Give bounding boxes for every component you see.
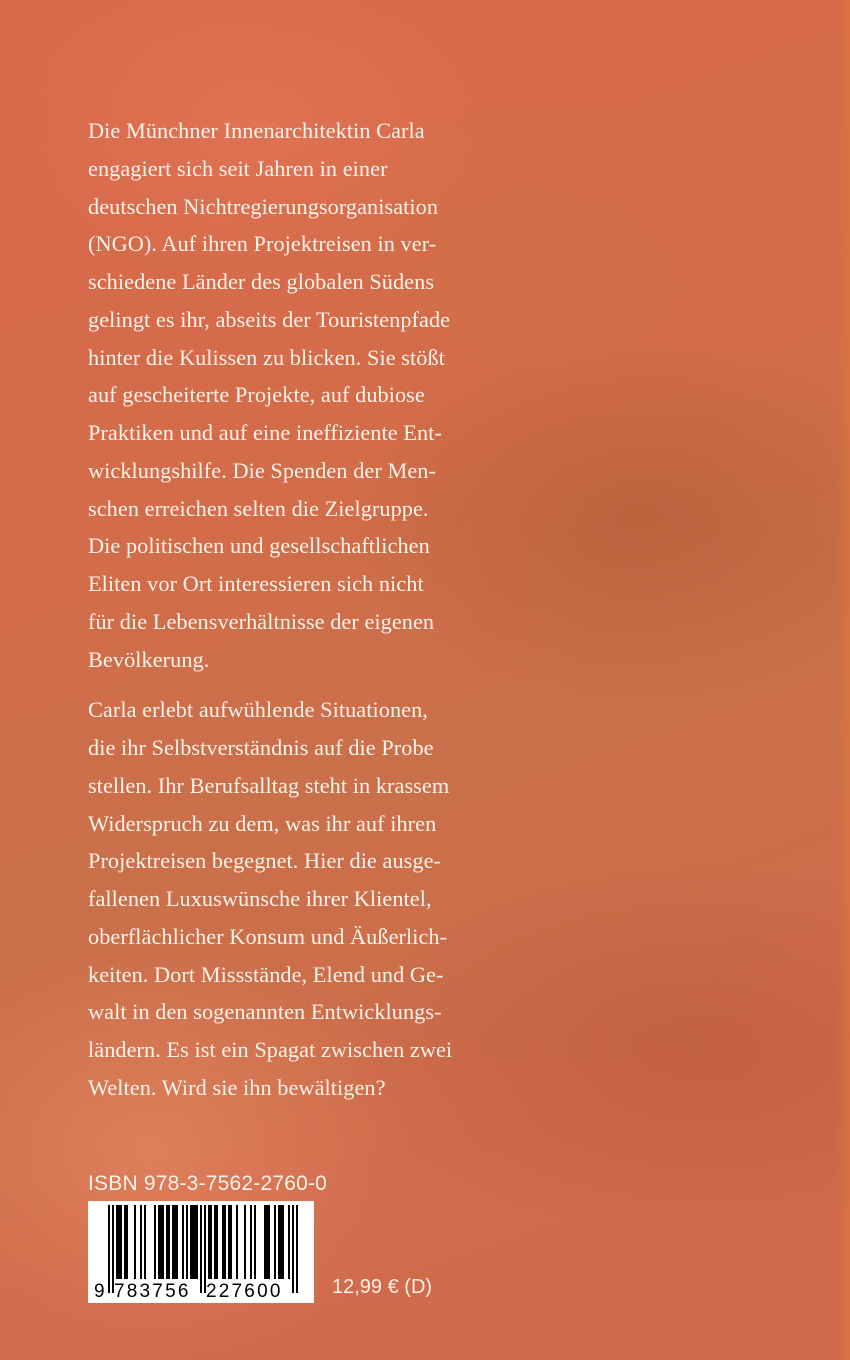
barcode-bar bbox=[134, 1205, 136, 1279]
barcode-bar bbox=[160, 1205, 162, 1279]
blurb-line: walt in den sogenannten Entwicklungs- bbox=[88, 999, 442, 1025]
barcode-bar bbox=[200, 1205, 202, 1293]
barcode-bar bbox=[172, 1205, 174, 1279]
barcode-bar bbox=[208, 1205, 210, 1279]
barcode-bar bbox=[174, 1205, 176, 1279]
barcode-bar bbox=[250, 1205, 252, 1279]
barcode-bar bbox=[144, 1205, 146, 1279]
blurb-line: keiten. Dort Missstände, Elend und Ge- bbox=[88, 961, 444, 987]
barcode-bar bbox=[194, 1205, 196, 1279]
blurb-line: gelingt es ihr, abseits der Touristenpfade bbox=[88, 306, 451, 332]
barcode-bar bbox=[282, 1205, 284, 1279]
blurb-line: Widerspruch zu dem, was ihr auf ihren bbox=[88, 810, 437, 836]
blurb-text bbox=[88, 112, 533, 1107]
barcode-bar bbox=[126, 1205, 128, 1279]
blurb-line: schiedene Länder des globalen Südens bbox=[88, 269, 435, 294]
blurb-line: deutschen Nichtregierungsorganisation bbox=[88, 193, 439, 219]
blurb-line: Die politischen und gesellschaftlichen bbox=[88, 533, 430, 559]
barcode-bar bbox=[230, 1205, 232, 1279]
blurb-line: Projektreisen begegnet. Hier die ausge- bbox=[88, 848, 441, 874]
blurb-line: oberflächlicher Konsum und Äußerlich- bbox=[88, 923, 448, 949]
barcode-bar bbox=[112, 1205, 114, 1293]
barcode-bar bbox=[254, 1205, 256, 1279]
barcode-bar bbox=[116, 1205, 118, 1279]
blurb-line: Die Münchner Innenarchitektin Carla bbox=[88, 118, 425, 143]
blurb-line: Welten. Wird sie ihn bewältigen? bbox=[88, 1074, 386, 1100]
barcode-digits-left: 783756 bbox=[114, 1281, 191, 1302]
blurb-line: Carla erlebt aufwühlende Situationen, bbox=[88, 697, 428, 723]
barcode-bar bbox=[190, 1205, 192, 1279]
barcode-bar bbox=[214, 1205, 216, 1279]
barcode-bar bbox=[204, 1205, 206, 1293]
blurb-line: engagiert sich seit Jahren in einer bbox=[88, 155, 388, 181]
barcode-bar bbox=[292, 1205, 294, 1293]
blurb-line: auf gescheiterte Projekte, auf dubiose bbox=[88, 382, 425, 408]
price-label: 12,99 € (D) bbox=[332, 1276, 433, 1298]
isbn-barcode bbox=[88, 1201, 314, 1303]
barcode-bar bbox=[278, 1205, 280, 1279]
blurb-line: fallenen Luxuswünsche ihrer Klientel, bbox=[88, 886, 432, 911]
blurb-line: wicklungshilfe. Die Spenden der Men- bbox=[88, 457, 436, 483]
blurb-line: stellen. Ihr Berufsalltag steht in krassem bbox=[88, 772, 450, 798]
blurb-line: Eliten vor Ort interessieren sich nicht bbox=[88, 571, 424, 596]
barcode-bar bbox=[224, 1205, 226, 1279]
blurb-line: für die Lebensverhältnisse der eigenen bbox=[88, 608, 435, 634]
barcode-bar bbox=[228, 1205, 230, 1279]
barcode-bar bbox=[244, 1205, 246, 1279]
barcode-bar bbox=[222, 1205, 224, 1279]
barcode-bar bbox=[280, 1205, 282, 1279]
blurb-line: ländern. Es ist ein Spagat zwischen zwei bbox=[88, 1037, 453, 1062]
isbn-label: ISBN 978-3-7562-2760-0 bbox=[88, 1172, 328, 1195]
blurb-line: die ihr Selbstverständnis auf die Probe bbox=[88, 735, 434, 760]
barcode-bar bbox=[296, 1205, 298, 1293]
barcode-bar bbox=[266, 1205, 268, 1279]
barcode-bar bbox=[158, 1205, 160, 1279]
blurb-line: Praktiken und auf eine ineffiziente Ent- bbox=[88, 420, 442, 445]
barcode-bar bbox=[264, 1205, 266, 1279]
barcode-bar bbox=[118, 1205, 120, 1279]
barcode-bar bbox=[140, 1205, 142, 1279]
barcode-bar bbox=[274, 1205, 276, 1279]
barcode-bars bbox=[108, 1205, 298, 1293]
barcode-bar bbox=[166, 1205, 168, 1279]
barcode-bar bbox=[196, 1205, 198, 1279]
barcode-digits-right: 227600 bbox=[206, 1281, 283, 1302]
barcode-bar bbox=[120, 1205, 122, 1279]
barcode-bar bbox=[176, 1205, 178, 1279]
barcode-bar bbox=[182, 1205, 184, 1279]
barcode-bar bbox=[288, 1205, 290, 1279]
spine-edge bbox=[836, 0, 850, 1360]
barcode-bar bbox=[154, 1205, 156, 1279]
blurb-paragraph-2 bbox=[88, 691, 533, 1106]
barcode-bar bbox=[108, 1205, 110, 1293]
barcode-bar bbox=[192, 1205, 194, 1279]
barcode-bar bbox=[162, 1205, 164, 1279]
barcode-bar bbox=[210, 1205, 212, 1279]
barcode-bar bbox=[268, 1205, 270, 1279]
barcode-digit-first: 9 bbox=[94, 1281, 105, 1302]
blurb-line: schen erreichen selten die Zielgruppe. bbox=[88, 495, 429, 521]
barcode-bar bbox=[168, 1205, 170, 1279]
blurb-line: (NGO). Auf ihren Projektreisen in ver- bbox=[88, 231, 437, 257]
barcode-bar bbox=[186, 1205, 188, 1279]
barcode-bar bbox=[236, 1205, 238, 1279]
blurb-paragraph-1 bbox=[88, 112, 533, 678]
barcode-bar bbox=[216, 1205, 218, 1279]
blurb-line: Bevölkerung. bbox=[88, 646, 210, 672]
blurb-line: hinter die Kulissen zu blicken. Sie stößt bbox=[88, 344, 445, 370]
barcode-bar bbox=[124, 1205, 126, 1279]
